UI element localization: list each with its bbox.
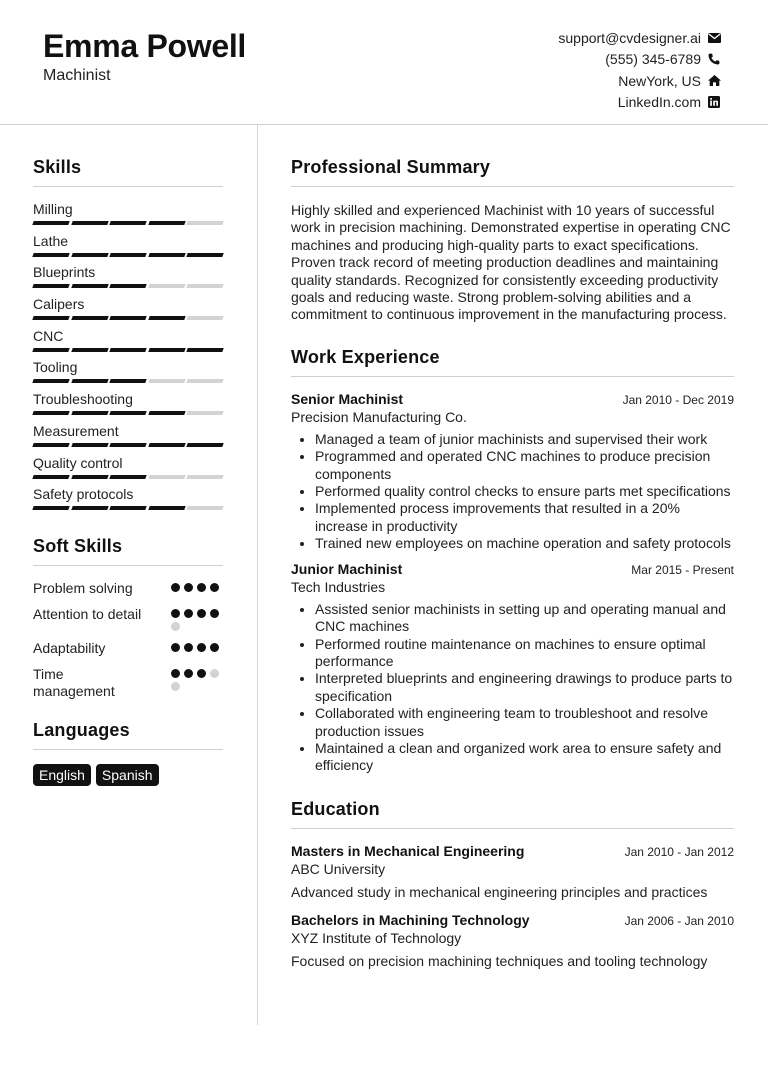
column-divider	[257, 125, 258, 1025]
education-title: Education	[291, 799, 734, 829]
soft-skill-dot	[210, 643, 219, 652]
skill-name: Calipers	[33, 296, 85, 313]
skill-name: Milling	[33, 201, 73, 217]
soft-skill-item	[33, 606, 223, 631]
skill-level-segment	[32, 475, 69, 479]
job-entry	[291, 391, 734, 553]
language-badge: English	[33, 764, 91, 786]
summary-title: Professional Summary	[291, 157, 734, 187]
skill-level-bar	[33, 443, 223, 447]
soft-skill-dot	[197, 643, 206, 652]
skill-level-bar	[33, 475, 223, 479]
soft-skill-dots	[171, 640, 223, 657]
soft-skill-dot	[171, 669, 180, 678]
skill-level-segment	[187, 316, 224, 320]
languages-list	[33, 764, 223, 786]
soft-skill-name: Problem solving	[33, 579, 133, 596]
skill-level-segment	[187, 475, 224, 479]
education-school: XYZ Institute of Technology	[291, 929, 462, 946]
job-header	[291, 561, 734, 577]
soft-skill-dot	[197, 583, 206, 592]
envelope-icon	[707, 33, 721, 43]
skill-item	[33, 328, 223, 360]
soft-skill-dot	[197, 609, 206, 618]
skill-level-segment	[71, 253, 108, 257]
skill-level-segment	[187, 379, 224, 383]
skill-level-segment	[148, 411, 185, 415]
skill-level-segment	[109, 475, 146, 479]
skill-name: CNC	[33, 327, 64, 344]
skill-item	[33, 201, 223, 233]
skill-level-segment	[187, 221, 224, 225]
skill-level-bar	[33, 221, 223, 225]
skill-item	[33, 486, 223, 518]
skill-level-segment	[148, 506, 185, 510]
skill-level-bar	[33, 316, 223, 320]
job-bullet: • Assisted senior machinists in setting up and operating manual and CNC machines	[315, 601, 734, 636]
soft-skill-dot	[197, 669, 206, 678]
soft-skill-dots	[171, 606, 223, 631]
skill-level-segment	[187, 348, 224, 352]
skill-level-segment	[148, 348, 185, 352]
right-column	[291, 157, 734, 969]
soft-skill-dot	[171, 643, 180, 652]
languages-section	[33, 720, 223, 786]
skill-level-segment	[32, 316, 69, 320]
skill-level-segment	[109, 316, 146, 320]
education-section	[291, 799, 734, 969]
job-bullets	[291, 601, 734, 775]
skill-level-segment	[148, 443, 185, 447]
left-column	[33, 157, 223, 786]
skill-item	[33, 264, 223, 296]
skill-level-segment	[148, 379, 185, 383]
candidate-name: Emma Powell	[43, 28, 246, 64]
skill-level-segment	[109, 348, 146, 352]
skill-level-segment	[32, 443, 69, 447]
soft-skills-title: Soft Skills	[33, 536, 223, 566]
job-title: Junior Machinist	[291, 560, 403, 577]
skill-level-segment	[71, 379, 108, 383]
job-bullet: • Performed routine maintenance on machines to ensure optimal performance	[315, 636, 734, 671]
education-degree: Bachelors in Machining Technology	[291, 911, 530, 928]
education-entry	[291, 912, 734, 969]
soft-skill-dot	[171, 682, 180, 691]
skills-section	[33, 157, 223, 518]
education-date: Jan 2010 - Jan 2012	[624, 844, 734, 859]
job-date: Jan 2010 - Dec 2019	[622, 392, 734, 407]
contact-phone-text: (555) 345-6789	[605, 51, 701, 68]
contact-phone[interactable]	[558, 49, 721, 71]
contact-email[interactable]	[558, 27, 721, 49]
skill-level-bar	[33, 411, 223, 415]
soft-skills-section	[33, 536, 223, 700]
skills-title: Skills	[33, 157, 223, 187]
languages-title: Languages	[33, 720, 223, 750]
job-company: Tech Industries	[291, 578, 386, 595]
soft-skill-item	[33, 666, 223, 700]
job-bullet: • Managed a team of junior machinists and supervised their work	[315, 431, 734, 448]
contact-linkedin[interactable]	[558, 92, 721, 114]
education-degree: Masters in Mechanical Engineering	[291, 842, 525, 859]
job-bullets	[291, 431, 734, 553]
education-description: Focused on precision machining techniques and tooling technology	[291, 952, 708, 969]
skill-level-segment	[32, 506, 69, 510]
skill-level-segment	[71, 506, 108, 510]
soft-skill-name: Time management	[33, 665, 115, 699]
skill-level-segment	[32, 411, 69, 415]
skill-level-segment	[148, 253, 185, 257]
soft-skill-dot	[210, 583, 219, 592]
education-header	[291, 912, 734, 928]
skill-item	[33, 359, 223, 391]
skill-item	[33, 423, 223, 455]
job-company: Precision Manufacturing Co.	[291, 408, 467, 425]
job-bullet: • Programmed and operated CNC machines to produce precision components	[315, 448, 734, 483]
education-school: ABC University	[291, 860, 386, 877]
soft-skill-dot	[210, 669, 219, 678]
skill-level-segment	[109, 411, 146, 415]
contact-location-text: NewYork, US	[618, 72, 701, 89]
skill-level-segment	[148, 221, 185, 225]
skill-level-segment	[32, 379, 69, 383]
skill-name: Safety protocols	[33, 486, 134, 503]
skill-level-segment	[109, 253, 146, 257]
summary-text: Highly skilled and experienced Machinist with 10 years of successful work in precision machining. Demonstrated expertise in operating CNC machines and producing high-quality parts to exact specifications. Proven track record of meeting production deadlines and maintaining quality standards. Recognized for consistently exceeding productivity goals and reducing waste. Strong problem-solving abilities and a commitment to continuous improvement in the manufacturing process.	[291, 202, 731, 323]
phone-icon	[707, 53, 721, 65]
education-header	[291, 843, 734, 859]
skill-level-bar	[33, 506, 223, 510]
skill-level-segment	[148, 316, 185, 320]
education-list	[291, 843, 734, 969]
skill-level-segment	[109, 284, 146, 288]
skill-level-segment	[109, 221, 146, 225]
soft-skill-name: Adaptability	[33, 639, 106, 656]
skill-level-bar	[33, 253, 223, 257]
soft-skill-dot	[171, 583, 180, 592]
education-date: Jan 2006 - Jan 2010	[624, 913, 734, 928]
skill-level-segment	[71, 475, 108, 479]
skill-level-bar	[33, 379, 223, 383]
job-bullet: • Performed quality control checks to ensure parts met specifications	[315, 483, 734, 500]
soft-skill-dots	[171, 666, 223, 700]
skill-level-segment	[109, 443, 146, 447]
skill-level-segment	[187, 411, 224, 415]
skill-level-bar	[33, 348, 223, 352]
skill-name: Tooling	[33, 359, 78, 376]
skill-level-bar	[33, 284, 223, 288]
job-date: Mar 2015 - Present	[631, 562, 734, 577]
job-bullet: • Implemented process improvements that resulted in a 20% increase in productivity	[315, 500, 734, 535]
job-header	[291, 391, 734, 407]
skill-level-segment	[109, 506, 146, 510]
soft-skill-dot	[210, 609, 219, 618]
skill-level-segment	[187, 506, 224, 510]
skill-level-segment	[71, 348, 108, 352]
skill-name: Troubleshooting	[33, 391, 133, 408]
skill-item	[33, 391, 223, 423]
language-badge: Spanish	[96, 764, 159, 786]
skill-level-segment	[148, 284, 185, 288]
soft-skill-dot	[184, 609, 193, 618]
summary-section	[291, 157, 734, 324]
skill-level-segment	[71, 221, 108, 225]
education-description: Advanced study in mechanical engineering principles and practices	[291, 883, 708, 900]
contact-email-text: support@cvdesigner.ai	[558, 29, 701, 46]
job-bullet: • Interpreted blueprints and engineering drawings to produce parts to specification	[315, 670, 734, 705]
job-bullet: • Trained new employees on machine operation and safety protocols	[315, 535, 734, 552]
resume-header	[0, 0, 768, 125]
work-section	[291, 347, 734, 775]
skill-item	[33, 455, 223, 487]
skill-name: Quality control	[33, 454, 123, 471]
skill-level-segment	[71, 411, 108, 415]
work-title: Work Experience	[291, 347, 734, 377]
linkedin-icon	[707, 96, 721, 108]
skill-level-segment	[187, 253, 224, 257]
skill-level-segment	[32, 284, 69, 288]
home-icon	[707, 75, 721, 86]
skill-item	[33, 233, 223, 265]
skill-level-segment	[32, 253, 69, 257]
job-entry	[291, 561, 734, 775]
soft-skills-list	[33, 580, 223, 700]
soft-skill-dot	[184, 669, 193, 678]
education-entry	[291, 843, 734, 900]
skill-level-segment	[32, 348, 69, 352]
soft-skill-dot	[171, 609, 180, 618]
skill-name: Lathe	[33, 232, 69, 249]
skill-level-segment	[32, 221, 69, 225]
soft-skill-item	[33, 640, 223, 657]
soft-skill-dot	[184, 643, 193, 652]
skill-level-segment	[187, 443, 224, 447]
skill-item	[33, 296, 223, 328]
contact-info	[558, 27, 721, 113]
job-bullet: • Maintained a clean and organized work area to ensure safety and efficiency	[315, 740, 734, 775]
contact-location	[558, 70, 721, 92]
job-list	[291, 391, 734, 775]
candidate-role: Machinist	[43, 67, 111, 84]
soft-skill-dot	[171, 622, 180, 631]
skill-name: Blueprints	[33, 264, 96, 281]
contact-linkedin-text: LinkedIn.com	[617, 94, 701, 111]
soft-skill-item	[33, 580, 223, 597]
skills-list	[33, 201, 223, 518]
soft-skill-dots	[171, 580, 223, 597]
skill-level-segment	[109, 379, 146, 383]
job-bullet: • Collaborated with engineering team to troubleshoot and resolve production issues	[315, 705, 734, 740]
soft-skill-name: Attention to detail	[33, 605, 142, 622]
soft-skill-dot	[184, 583, 193, 592]
skill-level-segment	[71, 443, 108, 447]
skill-level-segment	[148, 475, 185, 479]
skill-level-segment	[71, 284, 108, 288]
skill-level-segment	[71, 316, 108, 320]
skill-level-segment	[187, 284, 224, 288]
skill-name: Measurement	[33, 422, 119, 439]
job-title: Senior Machinist	[291, 390, 404, 407]
